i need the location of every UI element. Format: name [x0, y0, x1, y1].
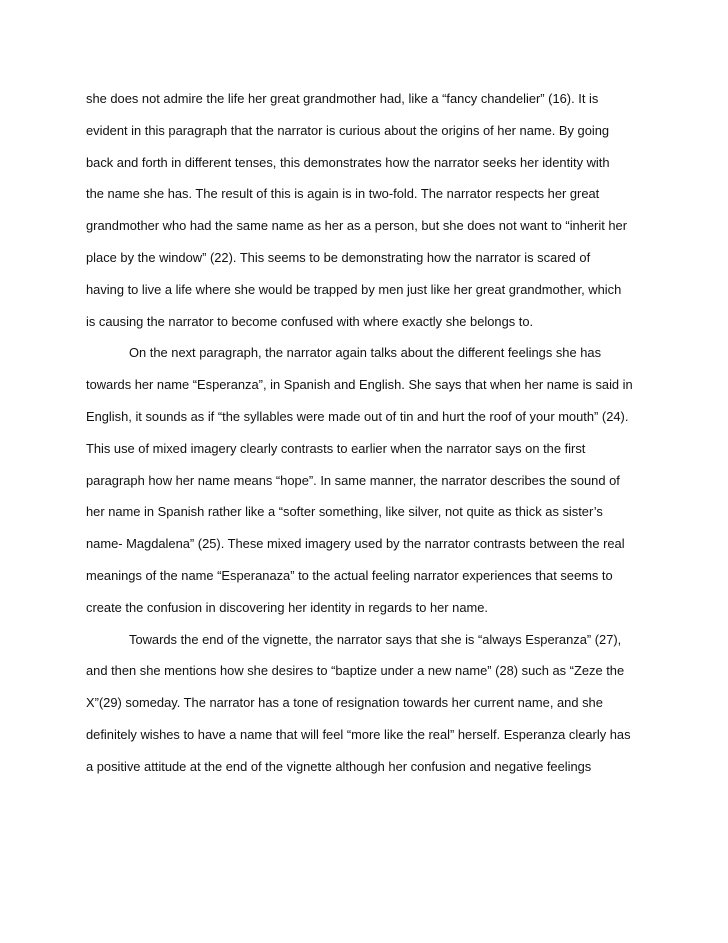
text-line: name- Magdalena” (25). These mixed imagery used by the narrator contrasts between the real: [86, 536, 625, 552]
body-text: [86, 83, 676, 783]
text-line: English, it sounds as if “the syllables were made out of tin and hurt the roof of your mouth” (24).: [86, 408, 629, 424]
text-line: create the confusion in discovering her identity in regards to her name.: [86, 599, 488, 615]
text-line: place by the window” (22). This seems to be demonstrating how the narrator is scared of: [86, 249, 591, 265]
paragraph-first-line: Towards the end of the vignette, the narrator says that she is “always Esperanza” (27),: [129, 631, 622, 647]
text-line: towards her name “Esperanza”, in Spanish and English. She says that when her name is said in: [86, 377, 633, 393]
text-line: and then she mentions how she desires to “baptize under a new name” (28) such as “Zeze the: [86, 663, 625, 679]
text-line: a positive attitude at the end of the vignette although her confusion and negative feelings: [86, 758, 592, 774]
paragraph-first-line: On the next paragraph, the narrator again talks about the different feelings she has: [129, 345, 602, 361]
text-line: the name she has. The result of this is again is in two-fold. The narrator respects her great: [86, 186, 600, 202]
text-line: having to live a life where she would be trapped by men just like her great grandmother, which: [86, 281, 622, 297]
text-line: X”(29) someday. The narrator has a tone of resignation towards her current name, and she: [86, 695, 603, 711]
text-line: grandmother who had the same name as her as a person, but she does not want to “inherit her: [86, 218, 628, 234]
text-line: her name in Spanish rather like a “softer something, like silver, not quite as thick as sister’s: [86, 504, 603, 520]
text-line: is causing the narrator to become confused with where exactly she belongs to.: [86, 313, 534, 329]
text-line: meanings of the name “Esperanaza” to the actual feeling narrator experiences that seems to: [86, 567, 613, 583]
text-line: evident in this paragraph that the narrator is curious about the origins of her name. By going: [86, 122, 610, 138]
text-line: paragraph how her name means “hope”. In same manner, the narrator describes the sound of: [86, 472, 620, 488]
text-line: definitely wishes to have a name that will feel “more like the real” herself. Esperanza clearly has: [86, 726, 631, 742]
text-line: This use of mixed imagery clearly contrasts to earlier when the narrator says on the first: [86, 440, 586, 456]
text-line: back and forth in different tenses, this demonstrates how the narrator seeks her identity with: [86, 154, 610, 170]
text-line: she does not admire the life her great grandmother had, like a “fancy chandelier” (16). It is: [86, 91, 599, 106]
